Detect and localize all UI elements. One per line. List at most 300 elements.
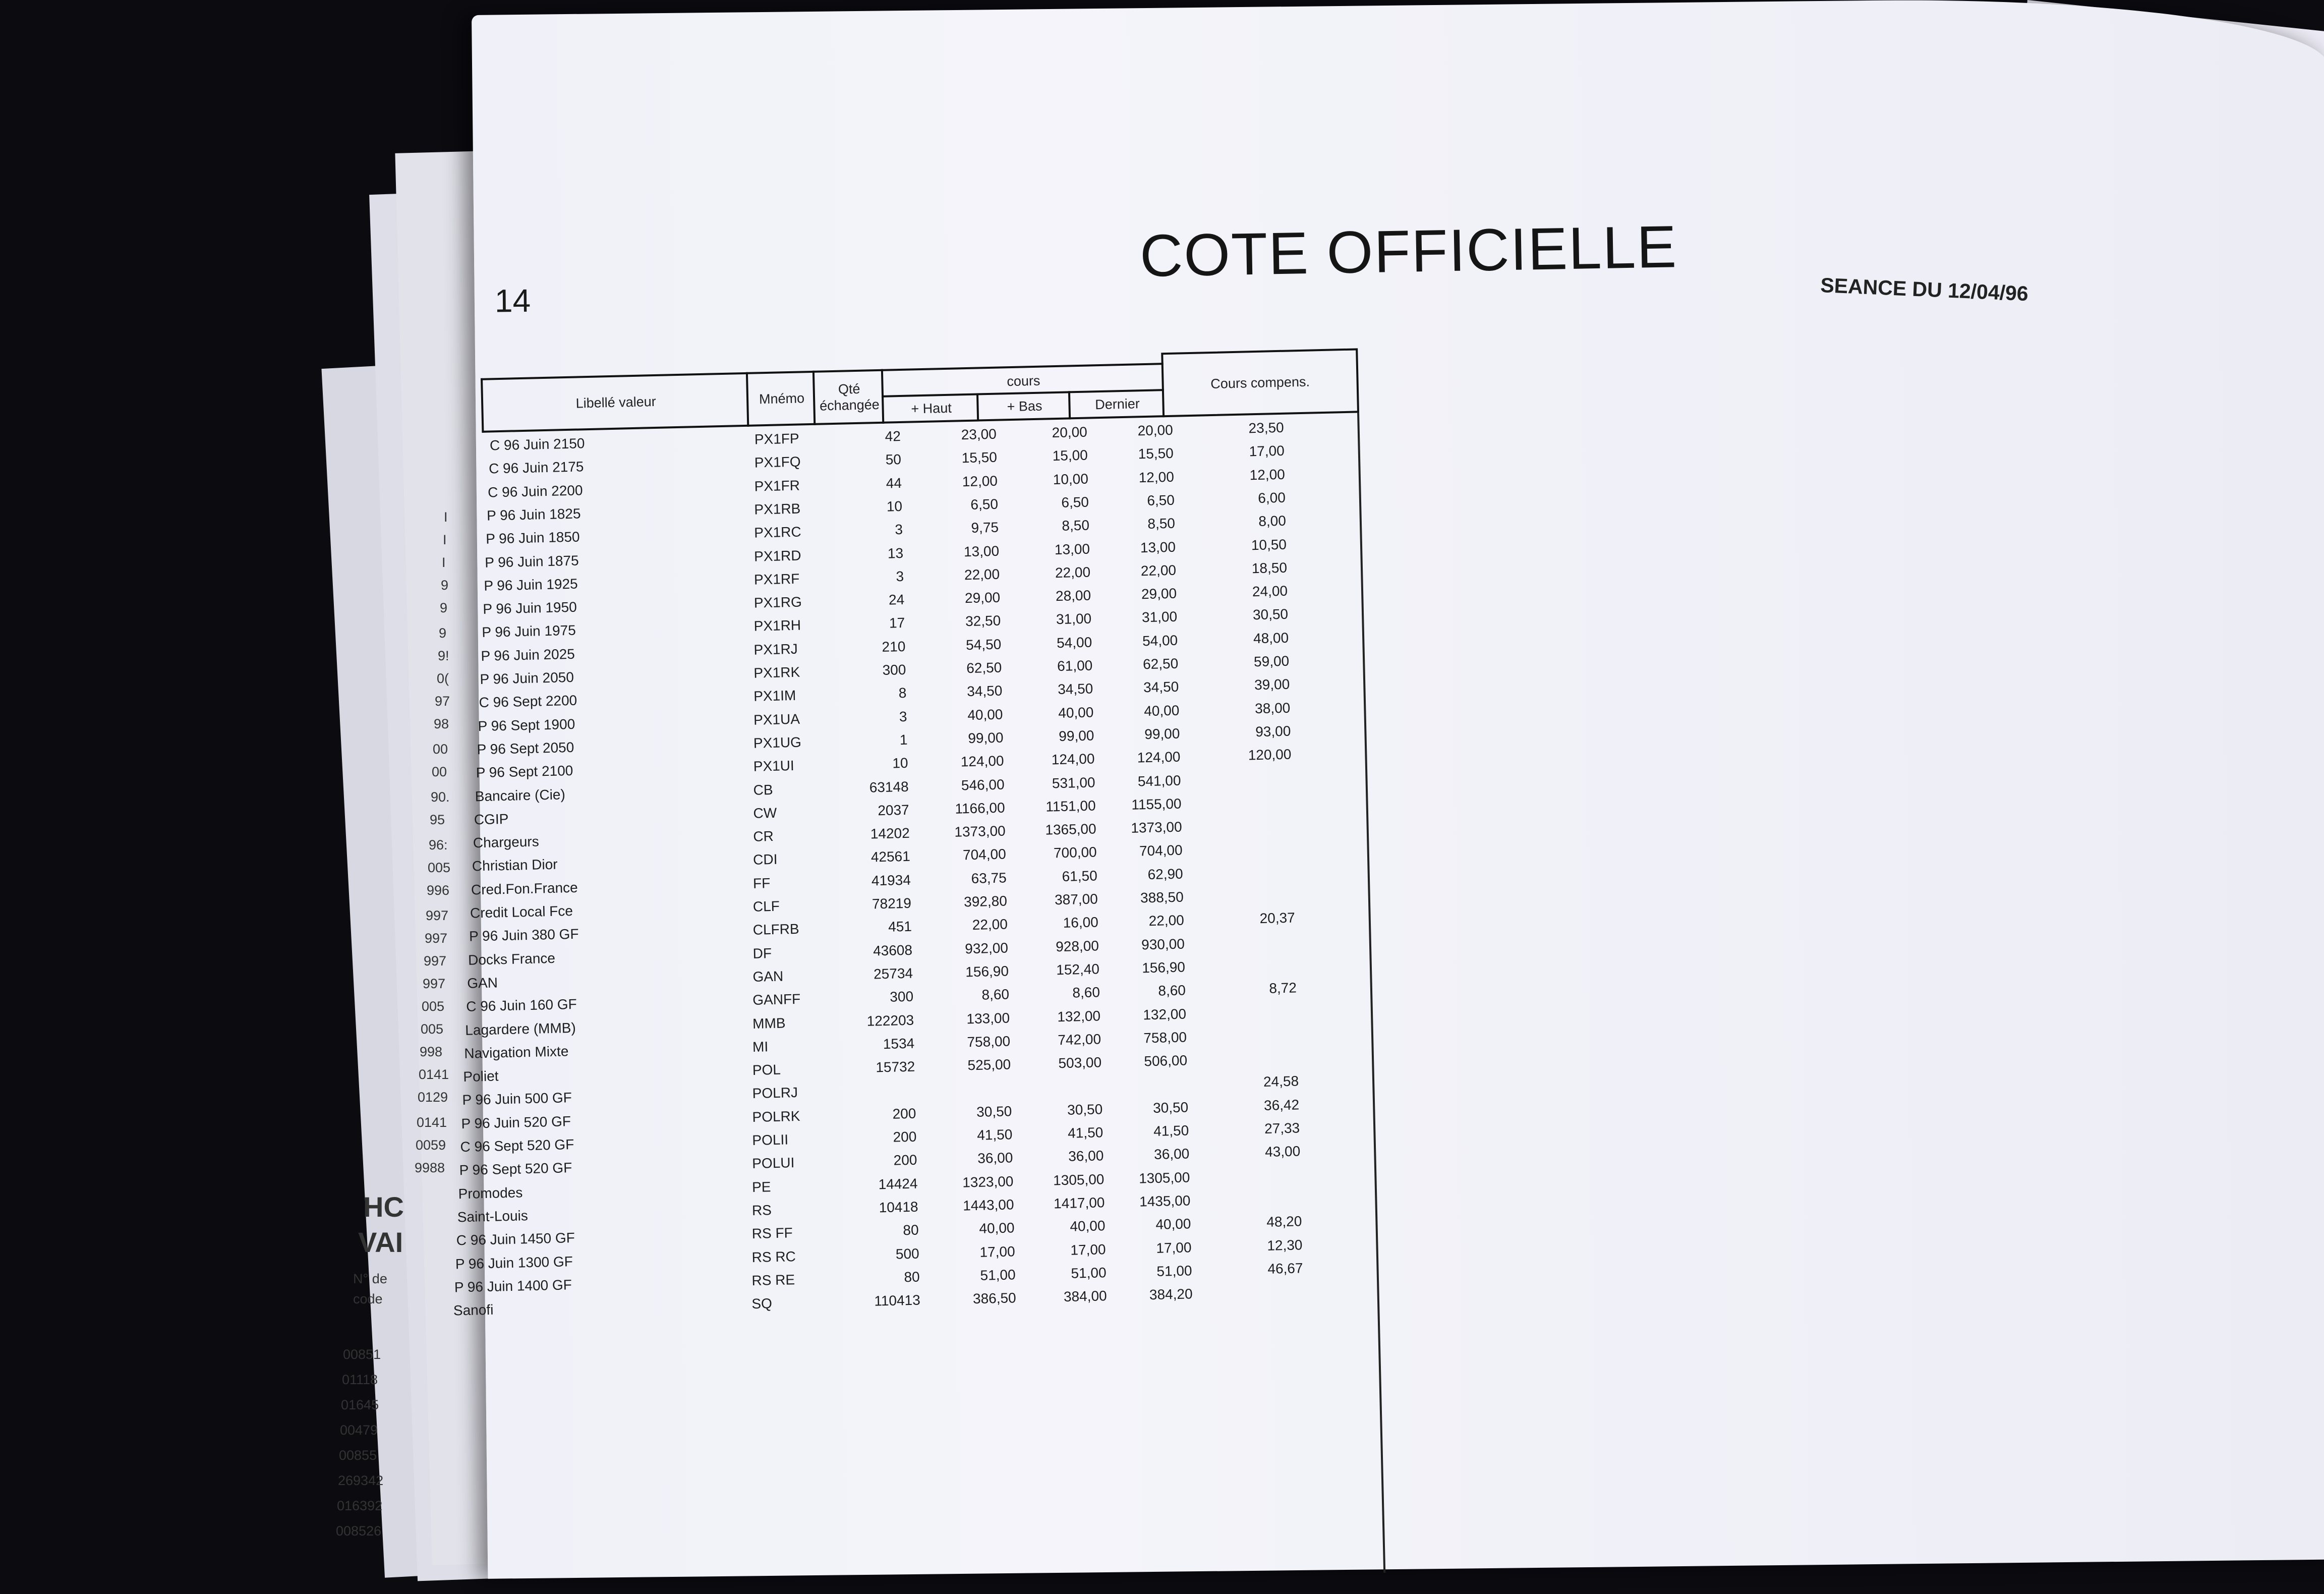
cell-lib: P 96 Juin 1950 (483, 599, 577, 617)
fragment-text: 95 (430, 812, 445, 827)
cell-mn: GANFF (752, 991, 801, 1008)
cell-la: 132,00 (1142, 1005, 1187, 1022)
cell-la: 20,00 (1137, 422, 1174, 439)
cell-mn: GAN (752, 968, 784, 985)
cell-lo: 17,00 (1070, 1241, 1106, 1258)
cell-lo: 8,60 (1072, 984, 1100, 1001)
cell-qt: 3 (896, 568, 904, 585)
fragment-text: 0129 (418, 1090, 448, 1105)
cell-cp: 6,00 (1257, 489, 1286, 506)
cell-lib: Sanofi (453, 1301, 494, 1319)
cell-mn: PX1UG (753, 734, 802, 751)
cell-la: 541,00 (1137, 772, 1181, 789)
cell-lib: Credit Local Fce (470, 902, 573, 921)
cell-lib: Bancaire (Cie) (475, 786, 566, 804)
cell-mn: CLF (752, 898, 780, 915)
fragment-text: 98 (434, 716, 449, 731)
cell-mn: PX1RJ (753, 641, 798, 658)
quotes-table (453, 338, 1385, 1578)
cell-la: 506,00 (1144, 1052, 1188, 1069)
cell-hi: 34,50 (966, 682, 1003, 700)
cell-la: 22,00 (1148, 912, 1185, 929)
cell-cp: 18,50 (1251, 559, 1288, 577)
page-title: COTE OFFICIELLE (1139, 213, 1678, 290)
fragment-text: 0( (437, 671, 449, 686)
cell-lo: 10,00 (1053, 471, 1089, 487)
cell-cp: 39,00 (1254, 676, 1290, 693)
fragment-text: 96: (429, 837, 448, 852)
cell-qt: 10418 (879, 1199, 918, 1216)
document-page (453, 0, 2324, 1579)
cell-hi: 40,00 (979, 1220, 1015, 1237)
cell-lo: 928,00 (1055, 937, 1099, 954)
cell-lib: P 96 Juin 1400 GF (454, 1277, 572, 1295)
cell-lo: 34,50 (1057, 680, 1093, 698)
cell-qt: 80 (904, 1269, 920, 1285)
cell-lo: 40,00 (1058, 704, 1094, 721)
cell-lib: P 96 Juin 520 GF (461, 1113, 571, 1131)
cell-mn: PX1RC (753, 524, 802, 541)
fragment-text: 9 (440, 600, 448, 615)
header-bas: + Bas (976, 391, 1071, 421)
cell-qt: 200 (892, 1105, 916, 1122)
cell-cp: 46,67 (1267, 1260, 1303, 1277)
cell-mn: POL (752, 1061, 781, 1078)
cell-mn: RS RC (751, 1248, 796, 1265)
cell-mn: PX1RH (753, 617, 801, 635)
cell-cp: 43,00 (1264, 1143, 1301, 1160)
cell-la: 13,00 (1140, 539, 1176, 555)
fragment-text: 9 (439, 625, 447, 641)
cell-lib: P 96 Sept 1900 (478, 716, 575, 734)
cell-mn: PX1RB (754, 500, 801, 518)
cell-mn: PX1RG (753, 594, 802, 611)
fragment-text: 0059 (416, 1137, 446, 1153)
cell-hi: 62,50 (966, 659, 1002, 676)
cell-cp: 12,00 (1249, 466, 1286, 483)
cell-lo: 54,00 (1056, 634, 1092, 651)
cell-hi: 386,50 (972, 1290, 1017, 1307)
header-cours: cours (881, 363, 1164, 397)
cell-lib: C 96 Juin 1450 GF (456, 1230, 575, 1248)
cell-lib: C 96 Juin 2200 (487, 482, 583, 500)
cell-mn: POLRJ (752, 1085, 798, 1102)
cell-mn: MI (752, 1039, 769, 1055)
cell-qt: 42561 (870, 848, 911, 865)
cell-lib: CGIP (474, 811, 509, 828)
cell-la: 8,50 (1147, 515, 1176, 532)
cell-qt: 24 (888, 591, 905, 608)
cell-lo: 13,00 (1054, 541, 1090, 557)
cell-mn: CR (753, 828, 774, 844)
cell-lib: P 96 Sept 520 GF (459, 1160, 572, 1178)
cell-qt: 451 (888, 919, 912, 935)
cell-qt: 10 (886, 498, 903, 515)
cell-lo: 132,00 (1057, 1007, 1101, 1024)
fragment-text: 008526 (336, 1523, 382, 1539)
cell-hi: 1166,00 (955, 800, 1005, 817)
cell-la: 62,90 (1147, 866, 1184, 882)
cell-lib: P 96 Juin 380 GF (469, 926, 579, 944)
cell-la: 156,90 (1141, 959, 1186, 976)
cell-cp: 27,33 (1264, 1120, 1300, 1136)
cell-hi: 12,00 (962, 473, 998, 489)
header-compens: Cours compens. (1161, 348, 1359, 417)
cell-la: 8,60 (1158, 982, 1186, 999)
cell-hi: 704,00 (962, 846, 1007, 863)
cell-lo: 6,50 (1061, 494, 1089, 510)
cell-lib: Docks France (468, 950, 556, 968)
cell-lib: C 96 Juin 160 GF (466, 996, 577, 1015)
cell-la: 124,00 (1137, 749, 1181, 766)
cell-lo: 15,00 (1052, 447, 1088, 464)
cell-mn: PX1FP (754, 430, 799, 447)
cell-cp: 48,00 (1253, 630, 1289, 646)
cell-mn: PX1UI (753, 758, 795, 774)
cell-lo: 20,00 (1052, 424, 1088, 441)
cell-cp: 36,42 (1263, 1097, 1300, 1113)
cell-hi: 30,50 (976, 1103, 1012, 1120)
cell-cp: 12,30 (1267, 1236, 1303, 1254)
cell-lib: Poliet (463, 1068, 499, 1085)
cell-la: 40,00 (1143, 702, 1180, 719)
cell-mn: MMB (752, 1014, 786, 1032)
cell-mn: CW (753, 805, 777, 821)
cell-la: 31,00 (1141, 609, 1178, 625)
cell-mn: PX1UA (753, 711, 800, 728)
header-mnemo: Mnémo (746, 371, 816, 427)
fragment-text: I (442, 555, 446, 570)
cell-lo: 124,00 (1051, 751, 1095, 768)
cell-qt: 50 (885, 451, 902, 468)
cell-lo: 51,00 (1071, 1264, 1107, 1281)
cell-lib: C 96 Juin 2175 (488, 459, 584, 477)
cell-lib: P 96 Juin 1925 (484, 576, 578, 594)
cell-mn: PE (751, 1178, 771, 1195)
cell-lib: Christian Dior (472, 857, 558, 874)
cell-cp: 93,00 (1255, 723, 1291, 740)
cell-cp: 10,50 (1251, 536, 1287, 553)
cell-hi: 22,00 (972, 916, 1008, 933)
cell-lo: 30,50 (1067, 1101, 1103, 1118)
cell-lo: 22,00 (1055, 564, 1091, 581)
header-qte: Qté échangée (812, 369, 884, 425)
cell-la: 36,00 (1153, 1146, 1190, 1163)
fragment-text: 997 (424, 953, 447, 969)
cell-hi: 13,00 (963, 543, 1000, 559)
cell-mn: DF (752, 945, 772, 961)
cell-lib: P 96 Juin 1875 (484, 552, 579, 571)
cell-qt: 41934 (871, 872, 911, 889)
cell-qt: 8 (898, 685, 907, 701)
cell-lib: P 96 Juin 1825 (486, 505, 581, 524)
fragment-text: I (444, 509, 448, 525)
cell-qt: 42 (885, 428, 901, 444)
cell-hi: 133,00 (966, 1009, 1010, 1027)
cell-qt: 15732 (875, 1058, 915, 1075)
cell-qt: 1534 (883, 1035, 915, 1052)
fragment-text: 00851 (343, 1347, 381, 1362)
cell-la: 30,50 (1152, 1099, 1189, 1116)
fragment-text: 269342 (338, 1473, 384, 1488)
cell-lo: 742,00 (1058, 1031, 1101, 1048)
fragment-text: 005 (428, 860, 451, 875)
cell-cp: 59,00 (1253, 653, 1290, 670)
cell-hi: 22,00 (964, 566, 1000, 583)
cell-hi: 17,00 (979, 1243, 1015, 1260)
cell-lib: Saint-Louis (457, 1208, 529, 1225)
cell-lo: 31,00 (1056, 610, 1092, 628)
cell-mn: PX1RK (753, 664, 800, 681)
cell-qt: 25734 (873, 965, 913, 982)
cell-hi: 1373,00 (954, 823, 1006, 840)
cell-la: 930,00 (1141, 936, 1185, 953)
cell-lib: C 96 Juin 2150 (489, 435, 585, 453)
cell-mn: PX1IM (753, 688, 796, 705)
cell-lib: C 96 Sept 2200 (479, 692, 577, 711)
cell-hi: 41,50 (976, 1126, 1013, 1143)
fragment-text: 997 (423, 976, 446, 991)
cell-qt: 300 (889, 988, 914, 1005)
fragment-text: 00855 (339, 1448, 377, 1463)
cell-lo: 384,00 (1063, 1288, 1107, 1305)
cell-la: 62,50 (1142, 655, 1179, 672)
cell-lo: 61,00 (1057, 657, 1093, 674)
cell-hi: 758,00 (967, 1033, 1011, 1050)
cell-lib: P 96 Juin 2025 (481, 646, 575, 664)
cell-la: 704,00 (1139, 842, 1183, 859)
cell-mn: PX1RF (753, 571, 800, 588)
cell-hi: 546,00 (961, 776, 1005, 793)
cell-cp: 8,00 (1258, 513, 1287, 530)
cell-cp: 48,20 (1266, 1213, 1302, 1230)
cell-mn: RS (751, 1202, 772, 1218)
cell-la: 40,00 (1155, 1216, 1191, 1233)
cell-mn: PX1RD (753, 547, 801, 564)
cell-lo: 99,00 (1058, 727, 1094, 744)
fragment-text: I (443, 532, 447, 547)
cell-hi: 99,00 (968, 729, 1004, 746)
cell-la: 29,00 (1141, 585, 1177, 602)
cell-lo: 1305,00 (1053, 1171, 1105, 1188)
cell-qt: 500 (895, 1245, 919, 1262)
cell-qt: 122203 (866, 1012, 914, 1029)
fragment-text: code (353, 1291, 383, 1306)
cell-lib: P 96 Juin 1300 GF (455, 1253, 573, 1272)
fragment-text: 0141 (417, 1115, 447, 1130)
fragment-text: HC (363, 1191, 404, 1223)
cell-qt: 78219 (872, 895, 912, 912)
cell-lib: GAN (467, 975, 498, 991)
cell-lo: 36,00 (1068, 1148, 1104, 1165)
cell-la: 12,00 (1138, 469, 1175, 485)
cell-lo: 387,00 (1054, 891, 1098, 908)
cell-qt: 2037 (878, 802, 910, 818)
cell-mn: POLUI (751, 1155, 795, 1172)
fragment-text: 997 (425, 931, 448, 946)
fragment-text: 9 (441, 578, 449, 593)
fragment-text: 00 (433, 742, 448, 757)
cell-qt: 3 (899, 708, 907, 724)
cell-la: 1305,00 (1138, 1169, 1190, 1186)
fragment-text: 97 (435, 694, 450, 709)
cell-hi: 23,00 (961, 426, 997, 443)
cell-lo: 1151,00 (1045, 798, 1096, 815)
cell-la: 51,00 (1156, 1263, 1192, 1279)
fragment-text: 01645 (341, 1397, 379, 1412)
cell-qt: 14424 (878, 1175, 918, 1192)
fragment-text: 9! (438, 648, 449, 663)
cell-qt: 210 (882, 638, 906, 655)
cell-qt: 110413 (874, 1292, 921, 1309)
cell-mn: POLII (752, 1131, 789, 1149)
fragment-text: 996 (427, 883, 450, 898)
cell-hi: 40,00 (967, 706, 1003, 723)
cell-cp: 23,50 (1248, 419, 1284, 436)
cell-hi: 1323,00 (962, 1173, 1014, 1190)
cell-lo: 1365,00 (1045, 821, 1096, 838)
cell-hi: 29,00 (964, 589, 1001, 606)
cell-lib: P 96 Juin 1975 (482, 622, 576, 641)
cell-mn: FF (752, 875, 771, 891)
cell-la: 758,00 (1143, 1029, 1187, 1046)
page-number: 14 (494, 282, 531, 319)
fragment-text: 005 (421, 1021, 444, 1037)
cell-cp: 17,00 (1249, 443, 1285, 460)
cell-hi: 63,75 (971, 870, 1007, 886)
underlying-page-fragments (323, 0, 474, 1550)
fragment-text: 01118 (342, 1372, 378, 1387)
cell-mn: SQ (751, 1295, 773, 1312)
fragment-text: 90. (431, 789, 450, 805)
cell-hi: 156,90 (965, 963, 1009, 980)
cell-mn: RS RE (751, 1271, 795, 1288)
cell-mn: RS FF (751, 1225, 793, 1242)
cell-hi: 1443,00 (962, 1197, 1014, 1214)
cell-hi: 9,75 (971, 519, 999, 536)
cell-lo: 700,00 (1053, 844, 1097, 861)
cell-lib: C 96 Sept 520 GF (460, 1136, 574, 1155)
cell-lib: Lagardere (MMB) (464, 1019, 576, 1038)
cell-lib: P 96 Juin 2050 (480, 669, 574, 688)
cell-mn: CDI (752, 851, 778, 868)
cell-lib: Promodes (458, 1184, 523, 1202)
cell-lo: 1417,00 (1053, 1194, 1105, 1212)
cell-hi: 54,50 (965, 636, 1002, 653)
header-dernier: Dernier (1068, 389, 1165, 419)
cell-cp: 24,58 (1263, 1073, 1299, 1090)
cell-lo: 8,50 (1062, 517, 1090, 534)
cell-qt: 44 (886, 475, 902, 491)
cell-la: 54,00 (1142, 632, 1178, 649)
cell-la: 17,00 (1156, 1239, 1192, 1256)
cell-cp: 20,37 (1259, 909, 1296, 927)
cell-hi: 525,00 (967, 1056, 1011, 1073)
header-haut: + Haut (882, 393, 979, 423)
cell-la: 1373,00 (1131, 819, 1182, 836)
cell-qt: 1 (899, 731, 908, 748)
cell-lo: 531,00 (1052, 774, 1095, 791)
cell-lib: Cred.Fon.France (471, 879, 578, 898)
cell-lib: Navigation Mixte (464, 1043, 569, 1061)
cell-cp: 120,00 (1248, 746, 1292, 763)
cell-mn: POLRK (752, 1108, 800, 1125)
cell-qt: 200 (893, 1152, 917, 1168)
cell-hi: 51,00 (980, 1267, 1016, 1283)
cell-hi: 6,50 (970, 496, 999, 513)
cell-cp: 30,50 (1252, 606, 1289, 623)
fragment-text: VAI (358, 1226, 403, 1258)
cell-qt: 10 (892, 755, 908, 771)
cell-la: 41,50 (1153, 1122, 1189, 1139)
cell-mn: CLFRB (752, 921, 799, 938)
cell-qt: 80 (903, 1222, 919, 1238)
cell-cp: 8,72 (1269, 980, 1297, 996)
cell-hi: 32,50 (965, 612, 1001, 630)
cell-lib: P 96 Juin 1850 (485, 529, 580, 547)
cell-hi: 932,00 (964, 940, 1009, 956)
cell-lo: 16,00 (1063, 914, 1099, 931)
cell-lib: P 96 Sept 2100 (476, 763, 573, 781)
cell-la: 99,00 (1144, 725, 1180, 743)
fragment-text: 005 (422, 999, 445, 1014)
cell-lo: 41,50 (1067, 1124, 1103, 1141)
cell-lo: 40,00 (1070, 1218, 1106, 1234)
header-libelle: Libellé valeur (481, 372, 749, 433)
cell-qt: 200 (893, 1128, 917, 1145)
cell-qt: 63148 (869, 778, 909, 795)
cell-lo: 152,40 (1056, 961, 1100, 978)
cell-lib: P 96 Juin 500 GF (462, 1090, 572, 1108)
cell-hi: 36,00 (977, 1150, 1013, 1167)
cell-qt: 3 (895, 522, 903, 538)
cell-mn: PX1FQ (754, 453, 801, 471)
cell-lo: 28,00 (1055, 587, 1091, 604)
cell-qt: 17 (889, 615, 905, 631)
cell-la: 1155,00 (1131, 795, 1182, 813)
cell-hi: 15,50 (961, 449, 998, 466)
cell-qt: 300 (882, 661, 906, 678)
cell-cp: 38,00 (1254, 700, 1291, 716)
fragment-text: 016392 (337, 1498, 383, 1513)
cell-qt: 43608 (873, 942, 913, 959)
cell-lib: P 96 Sept 2050 (477, 739, 574, 758)
fragment-text: 00 (432, 764, 447, 779)
cell-la: 388,50 (1140, 889, 1184, 906)
cell-lib: Chargeurs (473, 833, 539, 851)
cell-hi: 124,00 (960, 753, 1004, 770)
cell-la: 1435,00 (1139, 1192, 1191, 1210)
fragment-text: N° de (353, 1271, 387, 1286)
cell-lo: 61,50 (1062, 868, 1098, 884)
cell-cp: 24,00 (1252, 583, 1288, 600)
fragment-text: 997 (426, 908, 449, 923)
cell-la: 22,00 (1140, 562, 1177, 579)
cell-qt: 14202 (870, 825, 910, 842)
cell-hi: 392,80 (963, 893, 1008, 910)
fragment-text: 0141 (419, 1067, 449, 1082)
session-date: SEANCE DU 12/04/96 (1820, 273, 2029, 306)
cell-mn: PX1FR (754, 477, 800, 494)
cell-la: 34,50 (1143, 678, 1179, 696)
cell-lo: 503,00 (1058, 1054, 1102, 1071)
fragment-text: 9988 (415, 1160, 445, 1175)
cell-qt: 13 (887, 545, 904, 561)
cell-hi: 8,60 (981, 986, 1010, 1003)
fragment-text: 00479 (340, 1422, 378, 1438)
fragment-text: 998 (420, 1044, 443, 1059)
cell-la: 384,20 (1149, 1286, 1193, 1303)
